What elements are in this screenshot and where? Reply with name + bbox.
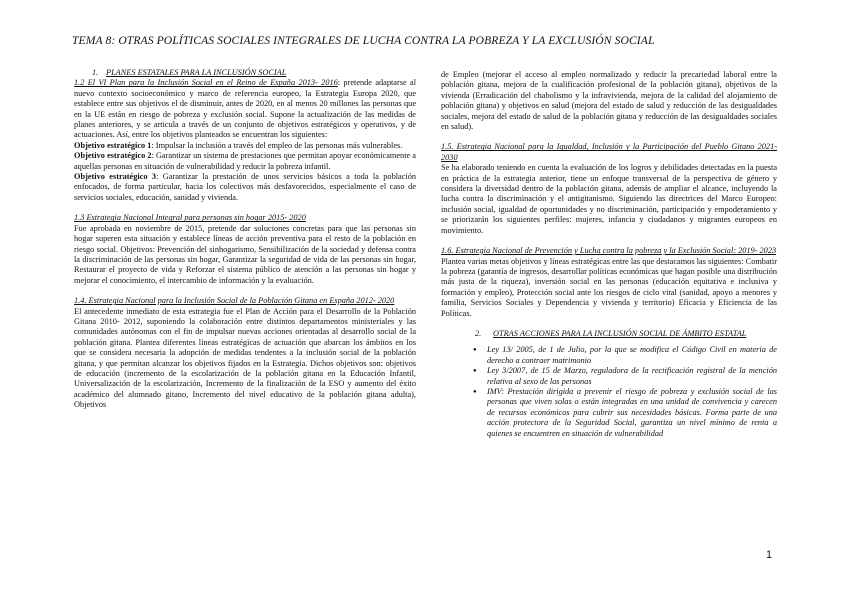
section-1-4-continued: de Empleo (mejorar el acceso al empleo normalizado y reducir la precariedad laboral entre la población gitana, mejora de la cualificación profesional de la población gitana), objetivos de la vivienda (Erradicación del chabolismo y la infravivienda, mejora de la calidad del alojamiento de población gitana) y objetivos en salud (mejora del estado de salud y reducción de las desigualdades sociales, mejora del estado de salud de la población gitana y reducción de las desigualdades sociales en salud). — [441, 70, 777, 132]
right-column — [441, 70, 777, 439]
objective-2: Objetivo estratégico 2: Garantizar un sistema de prestaciones que permitan apoyar económicamente a aquellas personas en situación de vulnerabilidad y reducir la pobreza infantil. — [74, 151, 416, 171]
list-item: ● Ley 13/ 2005, de 1 de Julio, por la que se modifica el Código Civil en materia de derecho a contraer matrimonio — [475, 345, 777, 366]
list-item: ● IMV: Prestación dirigida a prevenir el riesgo de pobreza y exclusión social de las personas que viven solas o están integradas en una unidad de convivencia y carecen de recursos económicos para cubrir sus necesidades básicas. Forma parte de una acción protectora de la Seguridad Social, garantiza un nivel mínimo de renta a quienes se encuentren en situación de vulnerabilidad — [475, 387, 777, 439]
objective-3: Objetivo estratégico 3: Garantizar la prestación de unos servicios básicos a toda la población enfocados, de forma particular, hacia los colectivos más desfavorecidos, especialmente el caso de servicios sociales, educación, sanidad y vivienda. — [74, 172, 416, 202]
section-1-4-body: El antecedente inmediato de esta estrategia fue el Plan de Acción para el Desarrollo de la Población Gitana 2010- 2012, suponiendo la colaboración entre distintos departamentos ministeriales y las comunidades autónomas con el fin de impulsar nuevas acciones orientadas al desarrollo social de la población gitana. Plantea diferentes líneas estratégicas de actuación que abarcan los ámbitos en los que se considera necesaria la adopción de medidas tendentes a la inclusión social de la población gitana, y que permitan alcanzar los objetivos fijados en la Estrategia. Dichos objetivos son: objetivos de educación (incremento de la escolarización de la población gitana en la Educación Infantil, Universalización de la escolarización, Incremento de la finalización de la ESO y aumento del éxito académico del alumnado gitano, Incremento del nivel educativo de la población gitana adulta), Objetivos — [74, 306, 416, 410]
section-1-5-title: 1.5. Estrategia Nacional para la Igualdad, Inclusión y la Participación del Pueblo Gitano 2021- 2030 — [441, 142, 777, 162]
actions-list — [441, 345, 777, 439]
list-item: ● Ley 3/2007, de 15 de Marzo, reguladora de la rectificación registral de la mención relativa al sexo de las personas — [475, 366, 777, 387]
section-1-3-title: 1.3 Estrategia Nacional Integral para personas sin hogar 2015- 2020 — [74, 213, 306, 223]
objective-1: Objetivo estratégico 1: Impulsar la inclusión a través del empleo de las personas más vulnerables. — [74, 140, 403, 150]
section-1-3-body: Fue aprobada en noviembre de 2015, pretende dar soluciones concretas para que las personas sin hogar superen esta situación y establece líneas de acción preventiva para el resto de la población en riesgo social. Objetivos: Prevención del sinhogarismo, Sensibilización de la sociedad y defensa contra la discriminación de las personas sin hogar, Garantizar la seguridad de vida de las personas sin hogar, Restaurar el proyecto de vida y Reforzar el sistema público de atención a las personas sin hogar y mejorar el conocimiento, el intercambio de información y la evaluación. — [74, 223, 416, 285]
document-title: TEMA 8: OTRAS POLÍTICAS SOCIALES INTEGRALES DE LUCHA CONTRA LA POBREZA Y LA EXCLUSIÓN SOCIAL — [72, 34, 655, 47]
section-heading-2: 2. OTRAS ACCIONES PARA LA INCLUSIÓN SOCIAL DE ÁMBITO ESTATAL — [475, 328, 747, 338]
section-1-6-title: 1.6. Estrategia Nacional de Prevención y Lucha contra la pobreza y la Exclusión Social: 2019- 2023 — [441, 246, 777, 256]
section-heading-1: 1. PLANES ESTATALES PARA LA INCLUSIÓN SOCIAL — [92, 68, 287, 77]
section-1-5-body: Se ha elaborado teniendo en cuenta la evaluación de los logros y debilidades detectadas en la puesta en práctica de la estrategia anterior, tiene un enfoque transversal de la perspectiva de género y considera la diversidad dentro de la población gitana, además de ampliar el alcance, incluyendo la lucha contra la discriminación y el antigitanismo. Siguiendo las directrices del Marco Europeo: inclusión social, igualdad de oportunidades y no discriminación, participación y empoderamiento y se priorizarán los siguientes perfiles: mujeres, infancia y ciudadanos y migrantes europeos en movimiento. — [441, 163, 777, 235]
section-1-2: 1.2 El VI Plan para la Inclusión Social en el Reino de España 2013- 2016: pretende adaptarse al nuevo contexto socioeconómico y marco de referencia europeo, la Estrategia Europa 2020, que establece entre sus objetivos el de disminuir, antes de 2020, en al menos 20 millones las personas que en la UE están en riesgo de pobreza y exclusión social. Supone la actualización de las medidas de planes anteriores, y se articula a través de un conjunto de objetivos estratégicos y operativos, y de actuaciones. Así, entre los objetivos planteados se encuentran los siguientes: — [74, 78, 416, 140]
section-1-6-body: Plantea varias metas objetivos y líneas estratégicas entre las que destacamos las siguientes: Combatir la pobreza (garantía de ingresos, desarrollar políticas económicas que hagan posible una distribución más justa de la riqueza), inversión social en las personas (educación equitativa e inclusiva y formación y empleo), Protección social ante los riesgos de ciclo vital (sanidad, apoyo a menores y familia, Servicios Sociales y Dependencia y vivienda y territorio) Eficacia y Eficiencia de las Políticas. — [441, 256, 777, 318]
left-column — [74, 68, 416, 411]
page-number: 1 — [766, 549, 773, 561]
section-1-4-title: 1.4. Estrategia Nacional para la Inclusión Social de la Población Gitana en España 2012- 2020 — [74, 296, 395, 306]
